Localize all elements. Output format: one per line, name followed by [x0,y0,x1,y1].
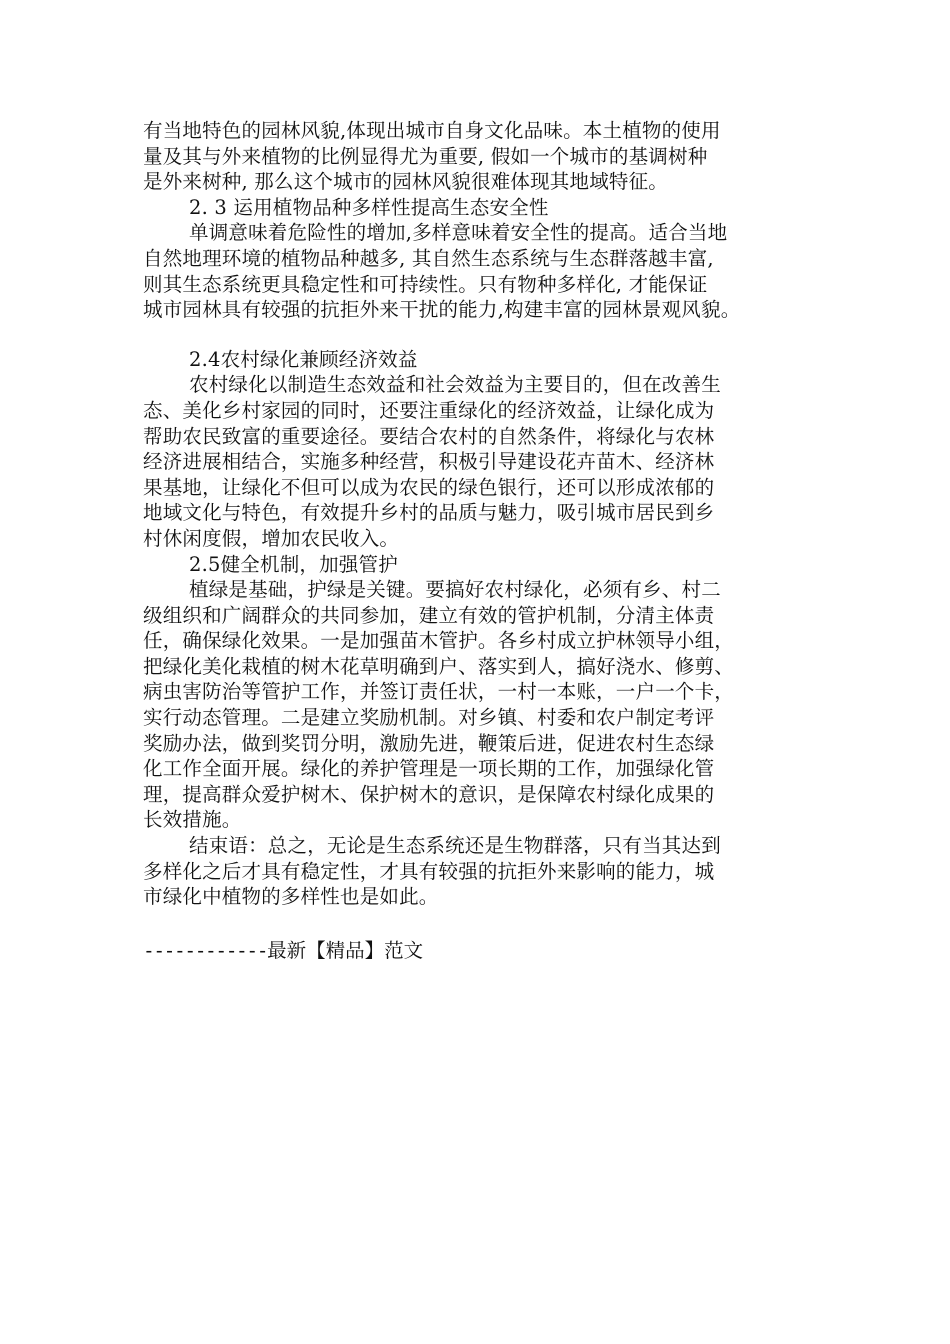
text-line: 任，确保绿化效果。一是加强苗木管护。各乡村成立护林领导小组， [143,629,735,653]
text-line: 是外来树种, 那么这个城市的园林风貌很难体现其地域特征。 [143,170,668,194]
text-line: 农村绿化以制造生态效益和社会效益为主要目的，但在改善生 [189,373,721,397]
paragraph-gap [143,323,823,347]
text-line: 帮助农民致富的重要途径。要结合农村的自然条件，将绿化与农林 [143,424,715,448]
text-line: 村休闲度假，增加农民收入。 [143,526,400,550]
text-line: 经济进展相结合，实施多种经营，积极引导建设花卉苗木、经济林 [143,450,715,474]
paragraph-management-mechanism [143,577,823,833]
section-heading-2-4: 2.4农村绿化兼顾经济效益 [189,347,418,371]
text-line: 有当地特色的园林风貌,体现出城市自身文化品味。本土植物的使用 [143,119,721,142]
text-line: 级组织和广阔群众的共同参加，建立有效的管护机制，分清主体责 [143,603,715,627]
text-line: 多样化之后才具有稳定性，才具有较强的抗拒外来影响的能力，城 [143,859,715,883]
text-line: 病虫害防治等管护工作，并签订责任状，一村一本账，一户一个卡， [143,680,735,704]
text-line: 把绿化美化栽植的树木花草明确到户、落实到人，搞好浇水、修剪、 [143,654,735,678]
text-line: 自然地理环境的植物品种越多, 其自然生态系统与生态群落越丰富, [143,246,714,270]
text-line: 则其生态系统更具稳定性和可持续性。只有物种多样化, 才能保证 [143,272,708,296]
section-heading-2-5: 2.5健全机制，加强管护 [189,552,398,576]
text-line: 城市园林具有较强的抗拒外来干扰的能力,构建丰富的园林景观风貌。 [143,298,741,322]
footer-dashes: ------------ [143,939,268,962]
document-body [143,118,823,910]
text-line: 单调意味着危险性的增加,多样意味着安全性的提高。适合当地 [189,221,728,245]
text-line: 地域文化与特色，有效提升乡村的品质与魅力，吸引城市居民到乡 [143,501,715,525]
text-line: 市绿化中植物的多样性也是如此。 [143,885,439,909]
paragraph-conclusion [143,833,823,910]
footer-label: 最新【精品】范文 [267,939,424,962]
page-footer [143,938,423,964]
text-line: 实行动态管理。二是建立奖励机制。对乡镇、村委和农户制定考评 [143,706,715,730]
section-heading-2-3: 2. 3 运用植物品种多样性提高生态安全性 [189,195,549,219]
text-line: 量及其与外来植物的比例显得尤为重要, 假如一个城市的基调树种 [143,144,708,168]
text-line: 果基地，让绿化不但可以成为农民的绿色银行，还可以形成浓郁的 [143,475,715,499]
text-line: 结束语：总之，无论是生态系统还是生物群落，只有当其达到 [189,834,721,858]
paragraph-continuation [143,118,823,195]
paragraph-rural-greening-economy [143,372,823,551]
paragraph-biodiversity-safety [143,220,823,322]
text-line: 奖励办法，做到奖罚分明，激励先进，鞭策后进，促进农村生态绿 [143,731,715,755]
text-line: 理，提高群众爱护树木、保护树木的意识，是保障农村绿化成果的 [143,782,715,806]
text-line: 植绿是基础，护绿是关键。要搞好农村绿化，必须有乡、村二 [189,578,721,602]
text-line: 态、美化乡村家园的同时，还要注重绿化的经济效益，让绿化成为 [143,398,715,422]
text-line: 化工作全面开展。绿化的养护管理是一项长期的工作，加强绿化管 [143,757,715,781]
text-line: 长效措施。 [143,808,242,832]
